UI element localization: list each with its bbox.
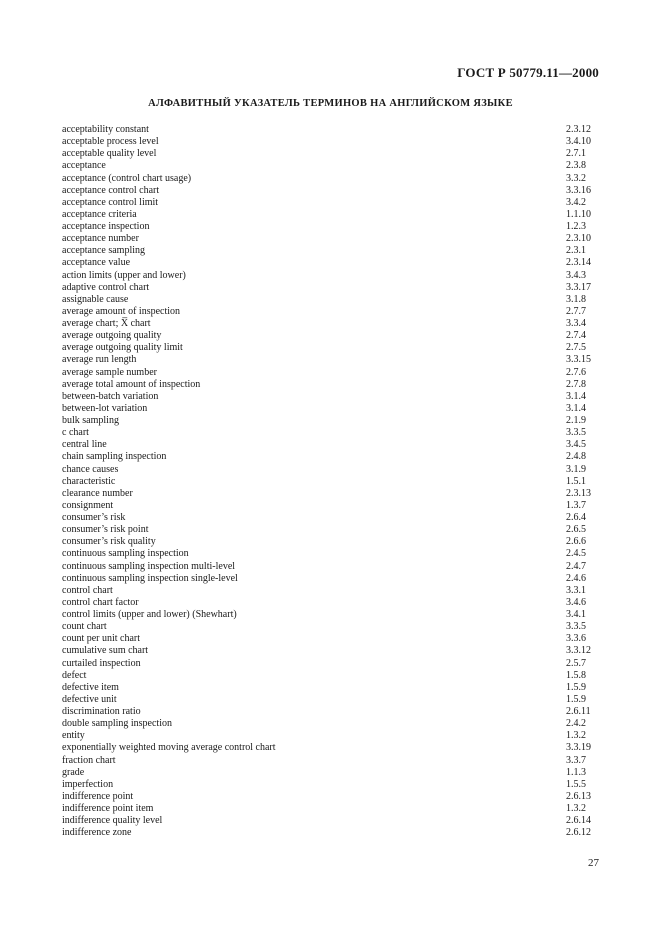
index-entry <box>62 755 602 767</box>
index-term: indifference point <box>62 790 134 802</box>
index-term: exponentially weighted moving average control chart <box>62 742 276 754</box>
index-reference: 3.4.5 <box>566 439 586 451</box>
index-reference: 1.1.3 <box>566 766 586 778</box>
index-reference: 3.3.5 <box>566 427 586 439</box>
index-reference: 3.3.16 <box>566 184 591 196</box>
index-reference: 1.2.3 <box>566 221 586 232</box>
index-entry <box>62 379 602 391</box>
index-term: continuous sampling inspection multi-level <box>62 560 236 572</box>
index-term: fraction chart <box>62 754 116 766</box>
index-entry <box>62 815 602 827</box>
index-entry <box>62 330 602 342</box>
index-reference: 3.3.6 <box>566 633 586 645</box>
index-term: defective item <box>62 681 119 693</box>
index-term: consumer’s risk quality <box>62 536 156 548</box>
index-term: acceptance number <box>62 233 139 245</box>
index-entry <box>62 827 602 839</box>
index-entry <box>62 767 602 779</box>
index-term: curtailed inspection <box>62 657 141 669</box>
index-term: consignment <box>62 499 114 511</box>
index-entry <box>62 694 602 706</box>
index-reference: 2.6.4 <box>566 512 586 523</box>
index-reference: 3.1.4 <box>566 402 586 414</box>
index-entry <box>62 597 602 609</box>
index-entry <box>62 318 602 330</box>
index-entry <box>62 233 602 245</box>
index-entry <box>62 209 602 221</box>
index-entry <box>62 585 602 597</box>
index-reference: 2.1.9 <box>566 415 586 426</box>
index-term: consumer’s risk <box>62 512 126 523</box>
index-term: average outgoing quality limit <box>62 342 183 354</box>
index-term: defect <box>62 669 87 681</box>
index-entry <box>62 682 602 694</box>
index-term: acceptance criteria <box>62 208 137 220</box>
index-term: acceptance inspection <box>62 221 150 232</box>
page-title: АЛФАВИТНЫЙ УКАЗАТЕЛЬ ТЕРМИНОВ НА АНГЛИЙСКОМ ЯЗЫКЕ <box>148 98 513 109</box>
index-reference: 1.5.1 <box>566 475 586 487</box>
index-reference: 2.3.13 <box>566 487 591 499</box>
index-entry <box>62 621 602 633</box>
index-term: acceptance <box>62 160 106 172</box>
index-entry <box>62 294 602 306</box>
index-term: acceptable quality level <box>62 148 157 160</box>
index-entry <box>62 730 602 742</box>
index-entry <box>62 536 602 548</box>
index-reference: 1.5.9 <box>566 681 586 693</box>
index-term: acceptable process level <box>62 136 159 148</box>
index-entry <box>62 354 602 366</box>
index-term: clearance number <box>62 487 133 499</box>
index-entry <box>62 367 602 379</box>
index-reference: 3.4.3 <box>566 269 586 281</box>
index-term: consumer’s risk point <box>62 524 149 536</box>
index-term: average amount of inspection <box>62 305 181 317</box>
index-reference: 3.3.19 <box>566 742 591 754</box>
index-reference: 1.5.5 <box>566 778 586 790</box>
index-entry <box>62 306 602 318</box>
index-reference: 3.4.1 <box>566 609 586 620</box>
index-reference: 2.3.8 <box>566 160 586 172</box>
index-reference: 3.1.8 <box>566 293 586 305</box>
index-reference: 2.7.6 <box>566 366 586 378</box>
index-term: indifference zone <box>62 827 132 839</box>
index-reference: 2.3.12 <box>566 124 591 135</box>
index-reference: 2.6.5 <box>566 524 586 536</box>
index-entry <box>62 476 602 488</box>
index-term: cumulative sum chart <box>62 645 149 657</box>
index-reference: 1.1.10 <box>566 208 591 220</box>
index-reference: 3.3.1 <box>566 584 586 596</box>
index-term: assignable cause <box>62 293 129 305</box>
index-term: chain sampling inspection <box>62 451 167 463</box>
index-term: imperfection <box>62 778 114 790</box>
index-term: chance causes <box>62 463 119 475</box>
index-term: control limits (upper and lower) (Shewhart) <box>62 609 237 620</box>
index-entry <box>62 415 602 427</box>
index-entry <box>62 148 602 160</box>
index-entry <box>62 548 602 560</box>
index-reference: 3.4.2 <box>566 196 586 208</box>
index-reference: 1.3.2 <box>566 803 586 814</box>
index-term: bulk sampling <box>62 415 119 426</box>
index-entry <box>62 742 602 754</box>
index-entry <box>62 791 602 803</box>
page-number: 27 <box>588 857 599 869</box>
index-entry <box>62 451 602 463</box>
index-term: acceptability constant <box>62 124 149 135</box>
index-entry <box>62 160 602 172</box>
index-term: central line <box>62 439 107 451</box>
index-term: indifference quality level <box>62 815 163 827</box>
index-reference: 3.3.15 <box>566 354 591 366</box>
index-reference: 3.3.4 <box>566 318 586 329</box>
index-entry <box>62 221 602 233</box>
index-reference: 3.1.9 <box>566 463 586 475</box>
index-entry <box>62 803 602 815</box>
index-entry <box>62 124 602 136</box>
index-reference: 2.4.6 <box>566 572 586 584</box>
index-reference: 1.3.2 <box>566 730 586 742</box>
index-entry <box>62 197 602 209</box>
index-entry <box>62 270 602 282</box>
index-reference: 2.6.6 <box>566 536 586 548</box>
index-term: acceptance sampling <box>62 245 146 257</box>
index-term: control chart <box>62 584 113 596</box>
index-entry <box>62 500 602 512</box>
index-reference: 2.7.4 <box>566 330 586 342</box>
index-term: acceptance (control chart usage) <box>62 172 192 184</box>
index-term: average sample number <box>62 366 157 378</box>
index-reference: 3.4.6 <box>566 596 586 608</box>
index-reference: 2.5.7 <box>566 657 586 669</box>
index-reference: 2.4.2 <box>566 718 586 730</box>
index-entry <box>62 245 602 257</box>
index-term: acceptance control limit <box>62 196 159 208</box>
index-term: characteristic <box>62 475 116 487</box>
index-reference: 3.4.10 <box>566 136 591 148</box>
standard-number: ГОСТ Р 50779.11—2000 <box>457 65 599 80</box>
index-term: average run length <box>62 354 137 366</box>
index-term: control chart factor <box>62 596 139 608</box>
index-reference: 1.5.9 <box>566 693 586 705</box>
index-entry <box>62 282 602 294</box>
index-entry <box>62 512 602 524</box>
index-term: c chart <box>62 427 89 439</box>
index-entry <box>62 779 602 791</box>
index-entry <box>62 464 602 476</box>
index-reference: 2.7.5 <box>566 342 586 354</box>
index-reference: 3.3.12 <box>566 645 591 657</box>
index-term: average chart; X̅ chart <box>62 318 151 329</box>
term-index-list <box>62 124 602 839</box>
index-term: average total amount of inspection <box>62 378 201 390</box>
index-entry <box>62 561 602 573</box>
index-reference: 3.3.7 <box>566 754 586 766</box>
index-reference: 2.3.14 <box>566 257 591 269</box>
index-entry <box>62 706 602 718</box>
index-reference: 2.7.8 <box>566 378 586 390</box>
index-reference: 2.6.13 <box>566 790 591 802</box>
index-reference: 2.3.1 <box>566 245 586 257</box>
index-entry <box>62 670 602 682</box>
index-term: between-lot variation <box>62 402 148 414</box>
index-reference: 2.4.7 <box>566 560 586 572</box>
index-reference: 3.3.17 <box>566 281 591 293</box>
index-entry <box>62 136 602 148</box>
index-entry <box>62 342 602 354</box>
index-entry <box>62 439 602 451</box>
index-reference: 1.3.7 <box>566 499 586 511</box>
index-term: discrimination ratio <box>62 706 141 717</box>
index-entry <box>62 391 602 403</box>
index-term: indifference point item <box>62 803 154 814</box>
index-term: continuous sampling inspection <box>62 548 189 560</box>
index-term: continuous sampling inspection single-level <box>62 572 238 584</box>
index-term: double sampling inspection <box>62 718 172 730</box>
index-term: defective unit <box>62 693 117 705</box>
index-reference: 2.4.8 <box>566 451 586 463</box>
index-term: count per unit chart <box>62 633 141 645</box>
index-entry <box>62 658 602 670</box>
index-entry <box>62 427 602 439</box>
index-reference: 2.7.7 <box>566 305 586 317</box>
index-entry <box>62 403 602 415</box>
index-term: acceptance value <box>62 257 131 269</box>
index-entry <box>62 633 602 645</box>
index-reference: 1.5.8 <box>566 669 586 681</box>
index-entry <box>62 645 602 657</box>
index-entry <box>62 185 602 197</box>
index-entry <box>62 257 602 269</box>
index-entry <box>62 524 602 536</box>
index-reference: 2.6.12 <box>566 827 591 839</box>
index-reference: 2.6.11 <box>566 706 591 717</box>
index-term: entity <box>62 730 85 742</box>
index-term: average outgoing quality <box>62 330 162 342</box>
index-entry <box>62 488 602 500</box>
index-entry <box>62 173 602 185</box>
index-reference: 2.3.10 <box>566 233 591 245</box>
index-reference: 2.4.5 <box>566 548 586 560</box>
index-term: between-batch variation <box>62 390 159 402</box>
index-term: action limits (upper and lower) <box>62 269 186 281</box>
index-reference: 3.3.2 <box>566 172 586 184</box>
index-entry <box>62 573 602 585</box>
index-entry <box>62 609 602 621</box>
index-reference: 2.6.14 <box>566 815 591 827</box>
index-reference: 3.3.5 <box>566 621 586 633</box>
index-term: adaptive control chart <box>62 281 150 293</box>
index-term: acceptance control chart <box>62 184 160 196</box>
index-term: count chart <box>62 621 107 633</box>
index-entry <box>62 718 602 730</box>
index-reference: 3.1.4 <box>566 390 586 402</box>
index-reference: 2.7.1 <box>566 148 586 160</box>
index-term: grade <box>62 766 85 778</box>
